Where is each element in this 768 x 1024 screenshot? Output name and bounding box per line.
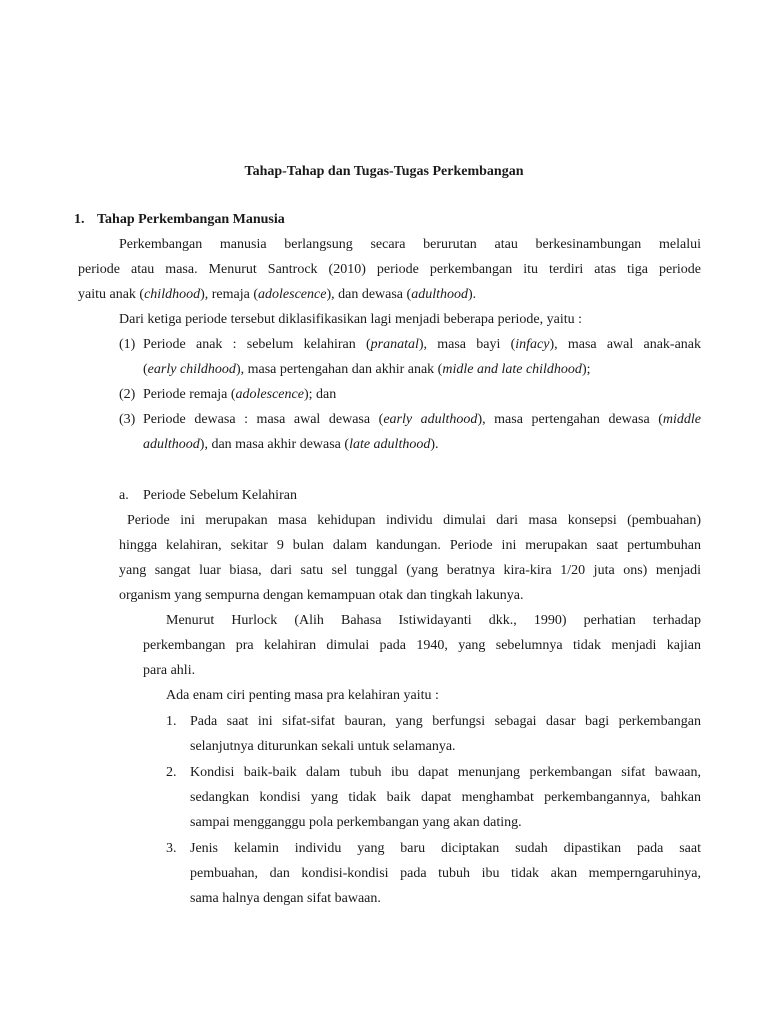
list-item-line: sama halnya dengan sifat bawaan.: [190, 891, 381, 906]
paragraph-line: organism yang sempurna dengan kemampuan otak dan tingkah lakunya.: [119, 588, 524, 603]
paragraph-line: Menurut Hurlock (Alih Bahasa Istiwidayanti dkk., 1990) perhatian terhadap: [166, 613, 701, 628]
list-number: (1): [119, 337, 136, 352]
paragraph-line: Dari ketiga periode tersebut diklasifikasikan lagi menjadi beberapa periode, yaitu :: [119, 312, 582, 327]
list-item-line: Periode anak : sebelum kelahiran (pranatal), masa bayi (infacy), masa awal anak-anak: [143, 337, 702, 352]
list-number: 2.: [166, 765, 177, 780]
list-item-line: Jenis kelamin individu yang baru diciptakan sudah dipastikan pada saat: [190, 841, 701, 856]
paragraph-line: Perkembangan manusia berlangsung secara berurutan atau berkesinambungan melalui: [119, 237, 701, 252]
list-item-line: Periode dewasa : masa awal dewasa (early adulthood), masa pertengahan dewasa (middle: [143, 412, 702, 427]
page-title: Tahap-Tahap dan Tugas-Tugas Perkembangan: [244, 164, 524, 179]
list-item-line: selanjutnya diturunkan sekali untuk selamanya.: [190, 739, 456, 754]
list-item-line: Periode remaja (adolescence); dan: [143, 387, 337, 402]
list-item-line: (early childhood), masa pertengahan dan akhir anak (midle and late childhood);: [143, 362, 591, 377]
subsection-heading: Periode Sebelum Kelahiran: [143, 488, 297, 503]
list-item-line: adulthood), dan masa akhir dewasa (late adulthood).: [143, 437, 439, 452]
list-item-line: Kondisi baik-baik dalam tubuh ibu dapat menunjang perkembangan sifat bawaan,: [190, 765, 701, 780]
paragraph-line: yaitu anak (childhood), remaja (adolescence), dan dewasa (adulthood).: [78, 287, 477, 302]
list-number: (3): [119, 412, 136, 427]
list-item-line: sedangkan kondisi yang tidak baik dapat menghambat perkembangannya, bahkan: [190, 790, 701, 805]
section-number: 1.: [74, 212, 85, 227]
list-number: 1.: [166, 714, 177, 729]
paragraph-line: hingga kelahiran, sekitar 9 bulan dalam kandungan. Periode ini merupakan saat pertumbuhan: [119, 538, 701, 553]
paragraph-line: perkembangan pra kelahiran dimulai pada 1940, yang sebelumnya tidak menjadi kajian: [143, 638, 701, 653]
list-number: (2): [119, 387, 136, 402]
list-item-line: Pada saat ini sifat-sifat bauran, yang berfungsi sebagai dasar bagi perkembangan: [190, 714, 701, 729]
paragraph-line: Ada enam ciri penting masa pra kelahiran yaitu :: [166, 688, 439, 703]
paragraph-line: para ahli.: [143, 663, 196, 678]
section-heading: Tahap Perkembangan Manusia: [97, 212, 285, 227]
paragraph-line: Periode ini merupakan masa kehidupan individu dimulai dari masa konsepsi (pembuahan): [127, 513, 701, 528]
subsection-letter: a.: [119, 488, 129, 503]
list-number: 3.: [166, 841, 177, 856]
paragraph-line: yang sangat luar biasa, dari satu sel tunggal (yang beratnya kira-kira 1/20 juta ons) menjadi: [119, 563, 701, 578]
paragraph-line: periode atau masa. Menurut Santrock (2010) periode perkembangan itu terdiri atas tiga periode: [78, 262, 701, 277]
list-item-line: pembuahan, dan kondisi-kondisi pada tubuh ibu tidak akan memperngaruhinya,: [190, 866, 701, 881]
list-item-line: sampai mengganggu pola perkembangan yang akan dating.: [190, 815, 522, 830]
